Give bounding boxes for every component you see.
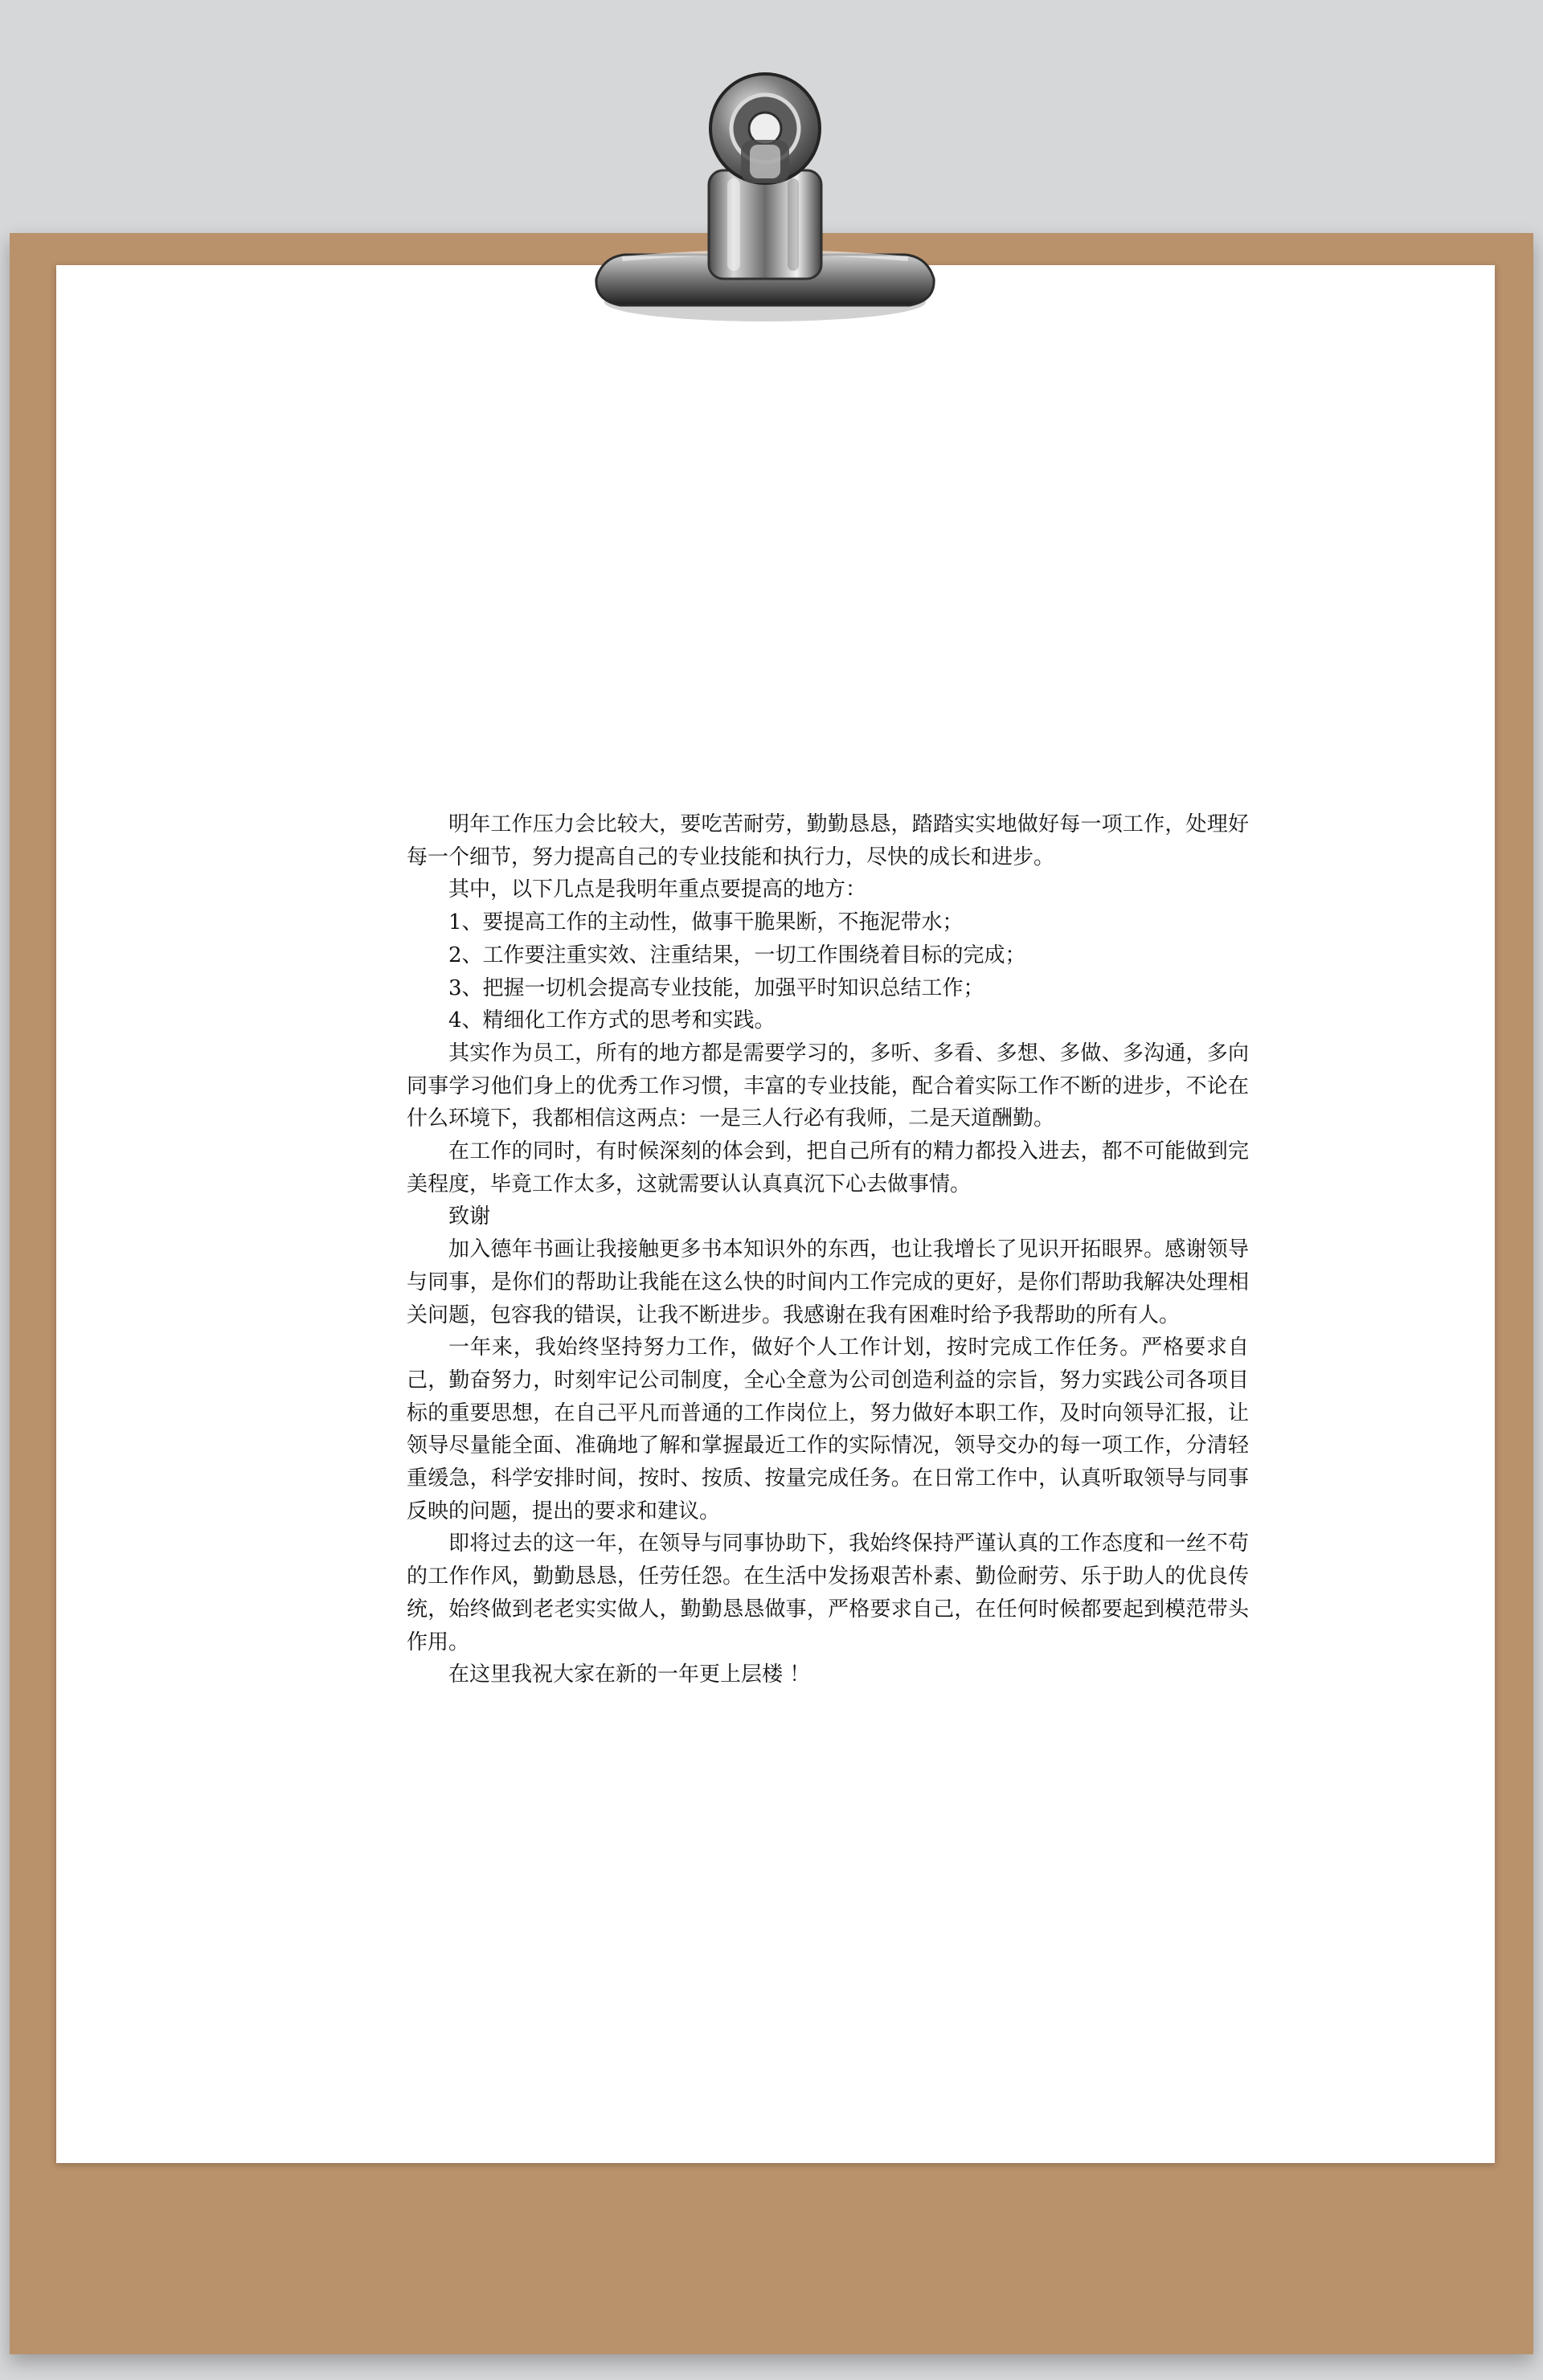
closing-line: 在这里我祝大家在新的一年更上层楼 ！ [448, 1662, 811, 1687]
metal-binder-clip-icon [580, 50, 950, 355]
document-body [407, 808, 1249, 1691]
list-item-1: 1、要提高工作的主动性，做事干脆果断，不拖泥带水； [448, 910, 964, 935]
paragraph-6: 一年来，我始终坚持努力工作，做好个人工作计划，按时完成工作任务。严格要求自己，勤奋努力，时刻牢记公司制度，全心全意为公司创造利益的宗旨，努力实践公司各项目标的重要思想，在自己平凡而普通的工作岗位上，努力做好本职工作，及时向领导汇报，让领导尽量能全面、准确地了解和掌握最近工作的实际情况，领导交办的每一项工作，分清轻重缓急，科学安排时间，按时、按质、按量完成任务。在日常工作中，认真听取领导与同事反映的问题，提出的要求和建议。 [407, 1335, 1249, 1523]
paragraph-2: 其中，以下几点是我明年重点要提高的地方： [448, 877, 867, 902]
paper-sheet [56, 265, 1495, 2163]
paragraph-5: 加入德年书画让我接触更多书本知识外的东西，也让我增长了见识开拓眼界。感谢领导与同事，是你们的帮助让我能在这么快的时间内工作完成的更好，是你们帮助我解决处理相关问题，包容我的错误，让我不断进步。我感谢在我有困难时给予我帮助的所有人。 [407, 1237, 1249, 1327]
acknowledgement-heading: 致谢 [448, 1204, 491, 1229]
list-item-2: 2、工作要注重实效、注重结果，一切工作围绕着目标的完成； [448, 943, 1026, 967]
paragraph-1: 明年工作压力会比较大，要吃苦耐劳，勤勤恳恳，踏踏实实地做好每一项工作，处理好每一个细节，努力提高自己的专业技能和执行力，尽快的成长和进步。 [407, 812, 1249, 869]
paragraph-7: 即将过去的这一年，在领导与同事协助下，我始终保持严谨认真的工作态度和一丝不苟的工作作风，勤勤恳恳，任劳任怨。在生活中发扬艰苦朴素、勤俭耐劳、乐于助人的优良传统，始终做到老老实实做人，勤勤恳恳做事，严格要求自己，在任何时候都要起到模范带头作用。 [407, 1531, 1249, 1654]
list-item-4: 4、精细化工作方式的思考和实践。 [448, 1008, 776, 1033]
list-item-3: 3、把握一切机会提高专业技能，加强平时知识总结工作； [448, 975, 984, 1000]
paragraph-4: 在工作的同时，有时候深刻的体会到，把自己所有的精力都投入进去，都不可能做到完美程度，毕竟工作太多，这就需要认认真真沉下心去做事情。 [407, 1139, 1249, 1196]
paragraph-3: 其实作为员工，所有的地方都是需要学习的，多听、多看、多想、多做、多沟通，多向同事学习他们身上的优秀工作习惯，丰富的专业技能，配合着实际工作不断的进步，不论在什么环境下，我都相信这两点：一是三人行必有我师，二是天道酬勤。 [407, 1041, 1249, 1131]
